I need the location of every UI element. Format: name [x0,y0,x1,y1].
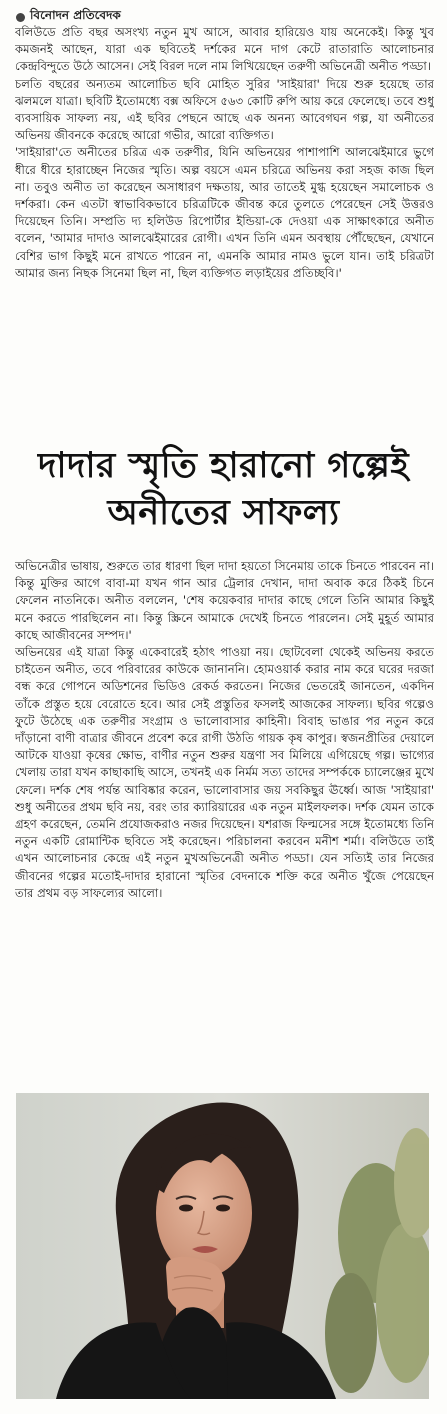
intro-paragraph-3: 'সাইয়ারা'তে অনীতের চরিত্র এক তরুণীর, যিনি অভিনয়ের পাশাপাশি আলঝেইমারে ভুগে ধীরে ধীরে হারাচ্ছেন নিজের স্মৃতি। অল্প বয়সে এমন চরিত্রে অভিনয় করা সহজ কাজ ছিল না। তবুও অনীত তা করেছেন অসাধারণ দক্ষতায়, আর তাতেই মুগ্ধ হয়েছেন সমালোচক ও দর্শকরা। কেন এতটা স্বাভাবিকভাবে চরিত্রটিকে জীবন্ত করে তুলতে পেরেছেন সেই উত্তরও দিয়েছেন তিনি। সম্প্রতি দ্য হলিউড রিপোর্টার ইন্ডিয়া-কে দেওয়া এক সাক্ষাৎকারে অনীত বলেন, 'আমার দাদাও আলঝেইমারের রোগী। এখন তিনি এমন অবস্থায় পৌঁছেছেন, যেখানে বেশির ভাগ কিছুই মনে রাখতে পারেন না, এমনকি আমার নামও ভুলে যান। তাই চরিত্রটা আমার জন্য নিছক সিনেমা ছিল না, ছিল ব্যক্তিগত লড়াইয়ের প্রতিচ্ছবি।' [15,145,434,280]
byline-text: বিনোদন প্রতিবেদক [30,8,121,22]
body-paragraph-1: অভিনেত্রীর ভাষায়, শুরুতে তার ধারণা ছিল দাদা হয়তো সিনেমায় তাকে চিনতে পারবেন না। কিন্তু মুক্তির আগে বাবা-মা যখন গান আর ট্রেলার দেখান, দাদা অবাক করে ঠিকই চিনে ফেলেন নাতনিকে। অনীত বললেন, 'শেষ কয়েকবার দাদার কাছে গেলে তিনি আমার কিছুই মনে করতে পারছিলেন না। কিন্তু স্ক্রিনে আমাকে দেখেই চিনতে পারলেন। সেই মুহূর্ত আমার কাছে আজীবনের সম্পদ।' [15,559,434,642]
intro-text [15,24,434,442]
headline-line-2: অনীতের সাফল্য [107,493,340,533]
intro-paragraph-1: বলিউডে প্রতি বছর অসংখ্য নতুন মুখ আসে, আবার হারিয়েও যায় অনেকেই। কিন্তু খুব কমজনই আছেন, যারা এক ছবিতেই দর্শকের মনে দাগ কেটে রাতারাতি আলোচনার কেন্দ্রবিন্দুতে উঠে আসেন। সেই বিরল দলে নাম লিখিয়েছেন তরুণী অভিনেত্রী অনীত পড্ডা। [15,25,434,74]
body-paragraph-2: অভিনয়ের এই যাত্রা কিন্তু একেবারেই হঠাৎ পাওয়া নয়। ছোটবেলা থেকেই অভিনয় করতে চাইতেন অনীত, তবে পরিবারের কাউকে জানাননি। হোমওয়ার্ক করার নাম করে ঘরের দরজা বন্ধ করে গোপনে অডিশনের ভিডিও রেকর্ড করতেন। নিজের ভেতরেই জানতেন, একদিন তাঁকে প্রস্তুত হয়ে বেরোতে হবে। আর সেই প্রস্তুতির ফসলই আজকের সাফল্য। ছবির গল্পেও ফুটে উঠেছে এক তরুণীর সংগ্রাম ও ভালোবাসার কাহিনী। বিবাহ ভাঙার পর নতুন করে দাঁড়ানো বাণী বাত্রার জীবনে প্রবেশ করে রাগী উঠতি গায়ক কৃষ কাপুর। স্বজনপ্রীতির দেয়ালে আটকে যাওয়া কৃষের ক্ষোভ, বাণীর নতুন শুরুর যন্ত্রণা সব মিলিয়ে এগিয়েছে গল্প। ভাগ্যের খেলায় তারা যখন কাছাকাছি আসে, তখনই এক নির্মম সত্য তাদের সম্পর্ককে চ্যালেঞ্জের মুখে ফেলে। দর্শক শেষ পর্যন্ত আবিষ্কার করেন, ভালোবাসার জয় সবকিছুর ঊর্ধ্বে। আজ 'সাইয়ারা' শুধু অনীতের প্রথম ছবি নয়, বরং তার ক্যারিয়ারের এক নতুন মাইলফলক। দর্শক যেমন তাকে গ্রহণ করেছেন, তেমনি প্রযোজকরাও নজর দিয়েছেন। যশরাজ ফিল্মসের সঙ্গে ইতোমধ্যে তিনি নতুন একটি রোমান্টিক ছবিতে সই করেছেন। পরিচালনা করবেন মনীশ শর্মা। বলিউডে তাই এখন আলোচনার কেন্দ্রে এই নতুন মুখঅভিনেত্রী অনীত পড্ডা। যেন সত্যিই তার নিজের জীবনের গল্পের মতোই-দাদার হারানো স্মৃতির বেদনাকে শক্তি করে অনীত খুঁজে পেয়েছেন তার প্রথম বড় সাফল্যের আলো। [15,645,434,900]
headline-line-1: দাদার স্মৃতি হারানো গল্পেই [37,446,410,486]
intro-paragraph-2: চলতি বছরের অন্যতম আলোচিত ছবি মোহিত সুরির 'সাইয়ারা' দিয়ে শুরু হয়েছে তার ঝলমলে যাত্রা। ছবিটি ইতোমধ্যে বক্স অফিসে ৫৬৩ কোটি রুপি আয় করে ফেলেছে। তবে শুধু ব্যবসায়িক সাফল্য নয়, এই ছবির পেছনে আছে এক অনন্য আবেগঘন গল্প, যা অনীতের অভিনয় জীবনকে করেছে আরো গভীর, আরো ব্যক্তিগত। [15,76,434,143]
bullet-icon [16,13,25,22]
body-text [15,558,434,1094]
actress-photo [16,1093,429,1399]
